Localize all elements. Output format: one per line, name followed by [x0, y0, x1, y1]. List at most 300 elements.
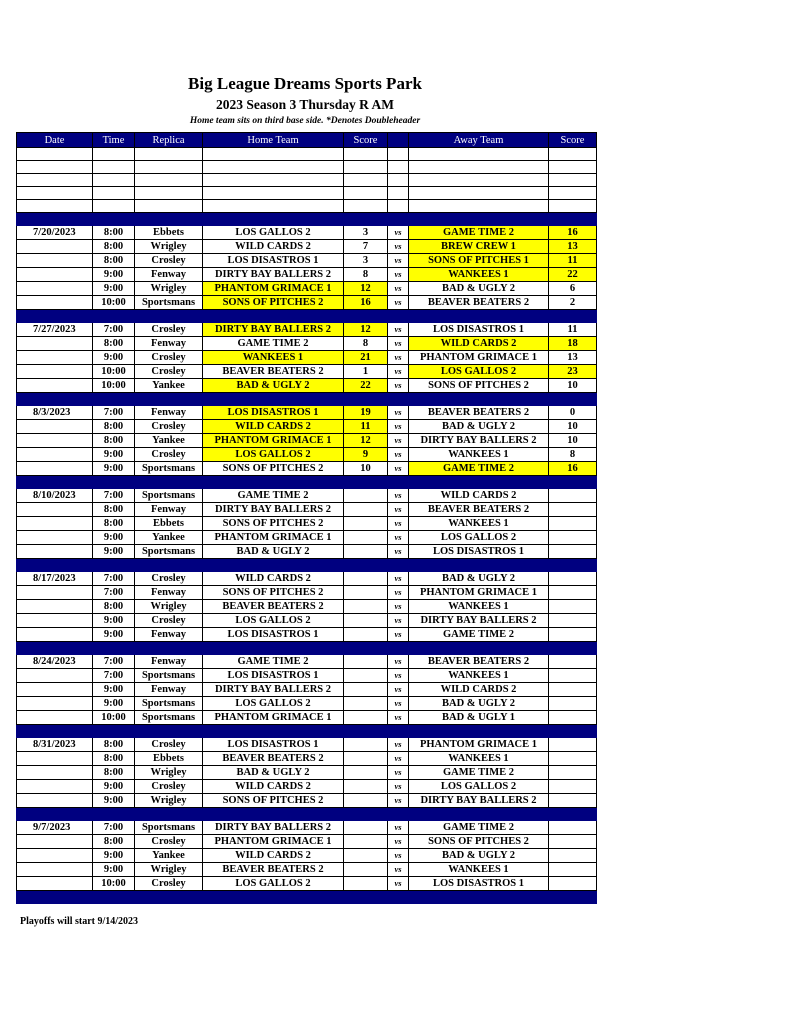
replica-cell: Crosley [135, 420, 203, 434]
separator-cell [203, 891, 344, 904]
time-cell: 7:00 [93, 489, 135, 503]
separator-cell [409, 310, 549, 323]
separator-cell [17, 476, 93, 489]
time-cell: 9:00 [93, 545, 135, 559]
game-row [17, 697, 597, 711]
away-score-cell: 10 [549, 379, 597, 393]
game-row [17, 337, 597, 351]
time-cell: 8:00 [93, 254, 135, 268]
empty-cell [93, 161, 135, 174]
vs-label: vs [388, 863, 409, 877]
empty-cell [409, 187, 549, 200]
date-cell [17, 462, 93, 476]
separator-cell [388, 642, 409, 655]
away-team-cell: SONS OF PITCHES 1 [409, 254, 549, 268]
separator-cell [388, 891, 409, 904]
time-cell: 7:00 [93, 586, 135, 600]
time-cell: 10:00 [93, 365, 135, 379]
home-score-cell [344, 600, 388, 614]
home-score-cell [344, 517, 388, 531]
vs-label: vs [388, 614, 409, 628]
empty-row [17, 174, 597, 187]
game-row [17, 406, 597, 420]
game-row [17, 254, 597, 268]
page-subtitle: 2023 Season 3 Thursday R AM [216, 97, 394, 112]
replica-cell: Wrigley [135, 282, 203, 296]
time-cell: 7:00 [93, 572, 135, 586]
game-row [17, 586, 597, 600]
time-cell: 8:00 [93, 752, 135, 766]
date-cell [17, 614, 93, 628]
vs-label: vs [388, 669, 409, 683]
game-row [17, 600, 597, 614]
game-row [17, 531, 597, 545]
vs-label: vs [388, 420, 409, 434]
date-cell: 7/27/2023 [17, 323, 93, 337]
home-team-cell: PHANTOM GRIMACE 1 [203, 835, 344, 849]
away-score-cell [549, 628, 597, 642]
separator-cell [549, 642, 597, 655]
home-team-cell: SONS OF PITCHES 2 [203, 517, 344, 531]
time-cell: 7:00 [93, 406, 135, 420]
separator-cell [93, 310, 135, 323]
away-team-cell: LOS GALLOS 2 [409, 531, 549, 545]
home-team-cell: PHANTOM GRIMACE 1 [203, 711, 344, 725]
date-cell: 8/10/2023 [17, 489, 93, 503]
game-row [17, 462, 597, 476]
vs-label: vs [388, 503, 409, 517]
separator-cell [549, 213, 597, 226]
week-separator [17, 476, 597, 489]
away-team-cell: WANKEES 1 [409, 752, 549, 766]
home-score-cell [344, 711, 388, 725]
away-score-cell [549, 517, 597, 531]
separator-cell [409, 559, 549, 572]
away-team-cell: BAD & UGLY 1 [409, 711, 549, 725]
time-cell: 9:00 [93, 351, 135, 365]
away-team-cell: WILD CARDS 2 [409, 337, 549, 351]
replica-cell: Fenway [135, 337, 203, 351]
date-cell [17, 794, 93, 808]
game-row [17, 365, 597, 379]
empty-row [17, 161, 597, 174]
week-separator [17, 393, 597, 406]
away-team-cell: SONS OF PITCHES 2 [409, 835, 549, 849]
separator-cell [203, 725, 344, 738]
vs-label: vs [388, 240, 409, 254]
away-score-cell: 10 [549, 434, 597, 448]
replica-cell: Sportsmans [135, 669, 203, 683]
empty-cell [203, 161, 344, 174]
home-score-cell [344, 780, 388, 794]
game-row [17, 683, 597, 697]
away-score-cell: 2 [549, 296, 597, 310]
away-team-cell: BAD & UGLY 2 [409, 282, 549, 296]
vs-label: vs [388, 296, 409, 310]
vs-label: vs [388, 545, 409, 559]
home-team-cell: SONS OF PITCHES 2 [203, 794, 344, 808]
replica-cell: Yankee [135, 379, 203, 393]
time-cell: 7:00 [93, 323, 135, 337]
away-team-cell: BEAVER BEATERS 2 [409, 406, 549, 420]
replica-cell: Fenway [135, 586, 203, 600]
game-row [17, 420, 597, 434]
date-cell [17, 863, 93, 877]
home-team-cell: BEAVER BEATERS 2 [203, 863, 344, 877]
replica-cell: Wrigley [135, 794, 203, 808]
separator-cell [135, 213, 203, 226]
page-title: Big League Dreams Sports Park [188, 74, 422, 93]
away-team-cell: GAME TIME 2 [409, 766, 549, 780]
time-cell: 9:00 [93, 863, 135, 877]
separator-cell [203, 213, 344, 226]
replica-cell: Crosley [135, 448, 203, 462]
separator-cell [203, 642, 344, 655]
vs-label: vs [388, 517, 409, 531]
date-cell [17, 379, 93, 393]
separator-cell [388, 476, 409, 489]
home-score-cell [344, 752, 388, 766]
empty-cell [549, 148, 597, 161]
home-team-cell: SONS OF PITCHES 2 [203, 462, 344, 476]
home-score-cell [344, 863, 388, 877]
separator-cell [549, 476, 597, 489]
vs-label: vs [388, 337, 409, 351]
replica-cell: Sportsmans [135, 711, 203, 725]
separator-cell [135, 393, 203, 406]
separator-cell [203, 310, 344, 323]
column-header-away-score: Score [549, 133, 597, 148]
away-team-cell: SONS OF PITCHES 2 [409, 379, 549, 393]
home-score-cell [344, 738, 388, 752]
game-row [17, 835, 597, 849]
away-score-cell [549, 780, 597, 794]
away-score-cell [549, 489, 597, 503]
time-cell: 8:00 [93, 766, 135, 780]
empty-cell [344, 148, 388, 161]
game-row [17, 849, 597, 863]
home-score-cell [344, 821, 388, 835]
home-score-cell: 8 [344, 268, 388, 282]
time-cell: 8:00 [93, 337, 135, 351]
away-team-cell: PHANTOM GRIMACE 1 [409, 738, 549, 752]
time-cell: 8:00 [93, 600, 135, 614]
week-separator [17, 559, 597, 572]
separator-cell [17, 725, 93, 738]
home-team-cell: DIRTY BAY BALLERS 2 [203, 683, 344, 697]
time-cell: 8:00 [93, 434, 135, 448]
game-row [17, 780, 597, 794]
away-score-cell: 11 [549, 323, 597, 337]
home-score-cell [344, 586, 388, 600]
away-team-cell: GAME TIME 2 [409, 821, 549, 835]
separator-cell [135, 891, 203, 904]
game-row [17, 517, 597, 531]
home-team-cell: BAD & UGLY 2 [203, 379, 344, 393]
replica-cell: Crosley [135, 572, 203, 586]
separator-cell [388, 393, 409, 406]
vs-label: vs [388, 600, 409, 614]
away-score-cell [549, 614, 597, 628]
away-score-cell [549, 586, 597, 600]
home-team-cell: DIRTY BAY BALLERS 2 [203, 503, 344, 517]
home-score-cell [344, 835, 388, 849]
time-cell: 9:00 [93, 683, 135, 697]
away-team-cell: LOS DISASTROS 1 [409, 323, 549, 337]
replica-cell: Crosley [135, 877, 203, 891]
empty-cell [388, 148, 409, 161]
home-team-cell: LOS DISASTROS 1 [203, 669, 344, 683]
replica-cell: Ebbets [135, 752, 203, 766]
date-cell [17, 849, 93, 863]
empty-cell [203, 200, 344, 213]
away-team-cell: WANKEES 1 [409, 517, 549, 531]
away-team-cell: BAD & UGLY 2 [409, 572, 549, 586]
week-separator [17, 725, 597, 738]
separator-cell [388, 725, 409, 738]
away-team-cell: LOS DISASTROS 1 [409, 877, 549, 891]
column-header-time: Time [93, 133, 135, 148]
away-score-cell: 23 [549, 365, 597, 379]
home-score-cell: 10 [344, 462, 388, 476]
date-cell [17, 337, 93, 351]
game-row [17, 669, 597, 683]
column-header-home-team: Home Team [203, 133, 344, 148]
separator-cell [344, 213, 388, 226]
home-score-cell [344, 794, 388, 808]
home-score-cell: 12 [344, 434, 388, 448]
time-cell: 8:00 [93, 420, 135, 434]
time-cell: 9:00 [93, 268, 135, 282]
separator-cell [549, 393, 597, 406]
separator-cell [409, 891, 549, 904]
vs-label: vs [388, 406, 409, 420]
replica-cell: Ebbets [135, 226, 203, 240]
home-score-cell [344, 683, 388, 697]
away-score-cell [549, 683, 597, 697]
replica-cell: Crosley [135, 323, 203, 337]
separator-cell [203, 476, 344, 489]
vs-label: vs [388, 489, 409, 503]
away-team-cell: BREW CREW 1 [409, 240, 549, 254]
home-score-cell: 11 [344, 420, 388, 434]
vs-label: vs [388, 586, 409, 600]
away-score-cell [549, 531, 597, 545]
separator-cell [135, 559, 203, 572]
vs-label: vs [388, 877, 409, 891]
empty-cell [388, 200, 409, 213]
away-score-cell [549, 655, 597, 669]
vs-label: vs [388, 254, 409, 268]
vs-label: vs [388, 531, 409, 545]
date-cell: 8/31/2023 [17, 738, 93, 752]
away-score-cell: 11 [549, 254, 597, 268]
vs-label: vs [388, 351, 409, 365]
empty-cell [388, 187, 409, 200]
game-row [17, 766, 597, 780]
empty-cell [388, 174, 409, 187]
date-cell [17, 434, 93, 448]
home-team-cell: WANKEES 1 [203, 351, 344, 365]
empty-cell [135, 187, 203, 200]
away-team-cell: BAD & UGLY 2 [409, 420, 549, 434]
separator-cell [409, 642, 549, 655]
vs-label: vs [388, 794, 409, 808]
date-cell [17, 877, 93, 891]
date-cell [17, 586, 93, 600]
away-team-cell: GAME TIME 2 [409, 462, 549, 476]
empty-cell [409, 148, 549, 161]
separator-cell [93, 891, 135, 904]
date-cell [17, 517, 93, 531]
away-team-cell: WILD CARDS 2 [409, 683, 549, 697]
vs-label: vs [388, 462, 409, 476]
home-team-cell: GAME TIME 2 [203, 489, 344, 503]
replica-cell: Yankee [135, 849, 203, 863]
empty-cell [409, 161, 549, 174]
away-score-cell [549, 752, 597, 766]
away-team-cell: WANKEES 1 [409, 863, 549, 877]
home-team-cell: WILD CARDS 2 [203, 780, 344, 794]
home-score-cell: 1 [344, 365, 388, 379]
home-team-cell: LOS DISASTROS 1 [203, 628, 344, 642]
home-score-cell: 7 [344, 240, 388, 254]
separator-cell [549, 310, 597, 323]
home-team-cell: GAME TIME 2 [203, 337, 344, 351]
separator-cell [388, 310, 409, 323]
away-team-cell: DIRTY BAY BALLERS 2 [409, 794, 549, 808]
separator-cell [409, 476, 549, 489]
week-separator [17, 642, 597, 655]
home-score-cell: 3 [344, 254, 388, 268]
separator-cell [93, 725, 135, 738]
date-cell [17, 296, 93, 310]
empty-cell [17, 187, 93, 200]
time-cell: 9:00 [93, 531, 135, 545]
vs-label: vs [388, 268, 409, 282]
replica-cell: Fenway [135, 268, 203, 282]
separator-cell [17, 891, 93, 904]
date-cell [17, 600, 93, 614]
away-score-cell [549, 600, 597, 614]
home-team-cell: WILD CARDS 2 [203, 240, 344, 254]
time-cell: 10:00 [93, 296, 135, 310]
game-row [17, 489, 597, 503]
vs-label: vs [388, 365, 409, 379]
vs-label: vs [388, 752, 409, 766]
separator-cell [17, 642, 93, 655]
separator-cell [135, 642, 203, 655]
away-team-cell: BAD & UGLY 2 [409, 849, 549, 863]
home-team-cell: GAME TIME 2 [203, 655, 344, 669]
empty-cell [135, 148, 203, 161]
away-team-cell: BAD & UGLY 2 [409, 697, 549, 711]
separator-cell [17, 310, 93, 323]
date-cell [17, 752, 93, 766]
week-separator [17, 310, 597, 323]
separator-cell [344, 476, 388, 489]
vs-label: vs [388, 323, 409, 337]
replica-cell: Wrigley [135, 240, 203, 254]
date-cell [17, 351, 93, 365]
replica-cell: Wrigley [135, 766, 203, 780]
away-score-cell [549, 877, 597, 891]
separator-cell [549, 808, 597, 821]
home-score-cell [344, 849, 388, 863]
column-header-row [17, 133, 597, 148]
replica-cell: Sportsmans [135, 545, 203, 559]
time-cell: 7:00 [93, 655, 135, 669]
time-cell: 10:00 [93, 711, 135, 725]
separator-cell [388, 808, 409, 821]
away-team-cell: WANKEES 1 [409, 600, 549, 614]
home-team-cell: PHANTOM GRIMACE 1 [203, 531, 344, 545]
date-cell: 8/3/2023 [17, 406, 93, 420]
time-cell: 8:00 [93, 503, 135, 517]
away-score-cell: 13 [549, 240, 597, 254]
vs-label: vs [388, 835, 409, 849]
replica-cell: Sportsmans [135, 697, 203, 711]
home-team-cell: WILD CARDS 2 [203, 849, 344, 863]
time-cell: 9:00 [93, 614, 135, 628]
away-team-cell: PHANTOM GRIMACE 1 [409, 586, 549, 600]
separator-cell [388, 559, 409, 572]
schedule-body [17, 148, 597, 904]
separator-cell [344, 393, 388, 406]
empty-cell [135, 174, 203, 187]
vs-label: vs [388, 738, 409, 752]
replica-cell: Crosley [135, 780, 203, 794]
separator-cell [409, 725, 549, 738]
separator-cell [549, 725, 597, 738]
separator-cell [135, 310, 203, 323]
home-team-cell: LOS GALLOS 2 [203, 448, 344, 462]
away-team-cell: PHANTOM GRIMACE 1 [409, 351, 549, 365]
time-cell: 7:00 [93, 821, 135, 835]
empty-cell [93, 174, 135, 187]
separator-cell [93, 559, 135, 572]
date-cell: 8/17/2023 [17, 572, 93, 586]
away-score-cell: 13 [549, 351, 597, 365]
replica-cell: Fenway [135, 683, 203, 697]
game-row [17, 323, 597, 337]
time-cell: 10:00 [93, 877, 135, 891]
footer-note: Playoffs will start 9/14/2023 [20, 916, 139, 927]
time-cell: 8:00 [93, 517, 135, 531]
separator-cell [344, 642, 388, 655]
game-row [17, 863, 597, 877]
vs-label: vs [388, 683, 409, 697]
game-row [17, 738, 597, 752]
away-score-cell [549, 711, 597, 725]
home-score-cell [344, 531, 388, 545]
separator-cell [344, 808, 388, 821]
separator-cell [344, 559, 388, 572]
empty-cell [344, 161, 388, 174]
empty-row [17, 187, 597, 200]
vs-label: vs [388, 655, 409, 669]
separator-cell [344, 310, 388, 323]
home-score-cell: 19 [344, 406, 388, 420]
home-score-cell [344, 628, 388, 642]
away-score-cell: 16 [549, 226, 597, 240]
time-cell: 9:00 [93, 628, 135, 642]
away-team-cell: WILD CARDS 2 [409, 489, 549, 503]
separator-cell [17, 393, 93, 406]
vs-label: vs [388, 711, 409, 725]
separator-cell [388, 213, 409, 226]
vs-label: vs [388, 849, 409, 863]
